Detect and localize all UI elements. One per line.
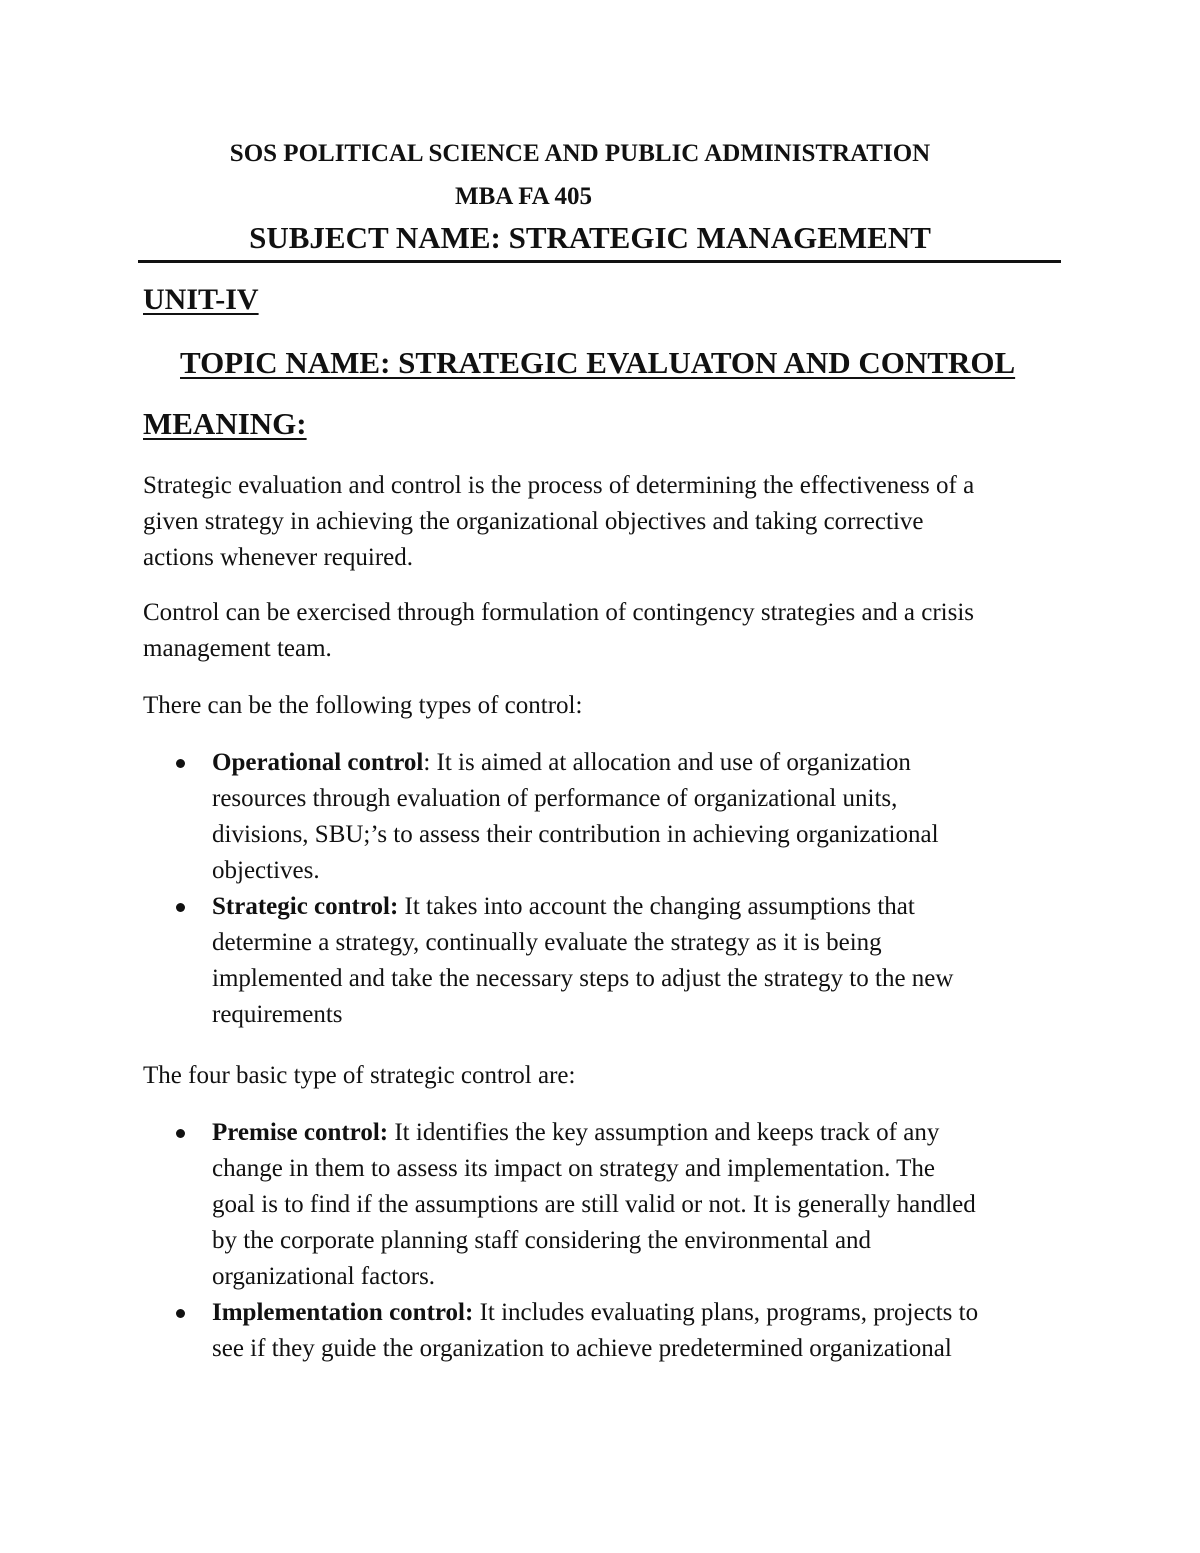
paragraph-line: There can be the following types of control:: [143, 692, 583, 719]
paragraph-line: given strategy in achieving the organizational objectives and taking corrective: [143, 508, 924, 535]
bullet-icon: [176, 1309, 185, 1318]
paragraph-line: Control can be exercised through formulation of contingency strategies and a crisis: [143, 599, 974, 626]
item-text: It includes evaluating plans, programs, projects to: [473, 1299, 979, 1326]
bullet-icon: [176, 759, 185, 768]
header-divider: [138, 260, 1061, 263]
control-types-list: [143, 745, 1083, 1033]
item-text: determine a strategy, continually evaluate the strategy as it is being: [212, 929, 882, 956]
paragraph-line: management team.: [143, 635, 332, 662]
item-label: Premise control:: [212, 1119, 389, 1146]
item-text: change in them to assess its impact on strategy and implementation. The: [212, 1155, 935, 1182]
unit-heading: UNIT-IV: [143, 283, 259, 316]
item-text: implemented and take the necessary steps to adjust the strategy to the new: [212, 965, 954, 992]
item-text: divisions, SBU;’s to assess their contribution in achieving organizational: [212, 821, 939, 848]
item-text: requirements: [212, 1001, 343, 1028]
paragraph-line: actions whenever required.: [143, 544, 414, 571]
strategic-control-list: [143, 1115, 1083, 1367]
item-text: It takes into account the changing assumptions that: [398, 893, 915, 920]
item-label: Implementation control:: [212, 1299, 474, 1326]
item-text: : It is aimed at allocation and use of organization: [423, 749, 911, 776]
item-text: by the corporate planning staff considering the environmental and: [212, 1227, 872, 1254]
department-heading: SOS POLITICAL SCIENCE AND PUBLIC ADMINISTRATION: [229, 140, 931, 167]
list-item: [143, 889, 1083, 1033]
course-code: MBA FA 405: [455, 183, 593, 210]
item-label: Operational control: [212, 749, 424, 776]
paragraph-line: The four basic type of strategic control are:: [143, 1062, 576, 1089]
subject-title: SUBJECT NAME: STRATEGIC MANAGEMENT: [249, 220, 931, 255]
paragraph-line: Strategic evaluation and control is the process of determining the effectiveness of a: [143, 472, 975, 499]
item-text: organizational factors.: [212, 1263, 436, 1290]
types-intro: [143, 688, 1083, 724]
item-text: goal is to find if the assumptions are still valid or not. It is generally handled: [212, 1191, 976, 1218]
control-paragraph: [143, 595, 1083, 667]
item-text: objectives.: [212, 857, 320, 884]
meaning-heading: MEANING:: [143, 406, 307, 441]
strategic-types-intro: [143, 1058, 1083, 1094]
bullet-icon: [176, 903, 185, 912]
item-text: It identifies the key assumption and keeps track of any: [388, 1119, 940, 1146]
item-label: Strategic control:: [212, 893, 399, 920]
list-item: [143, 1115, 1083, 1295]
topic-heading: TOPIC NAME: STRATEGIC EVALUATON AND CONTROL: [180, 345, 1016, 380]
item-text: see if they guide the organization to achieve predetermined organizational: [212, 1335, 952, 1362]
bullet-icon: [176, 1129, 185, 1138]
meaning-paragraph: [143, 468, 1083, 576]
list-item: [143, 1295, 1083, 1367]
list-item: [143, 745, 1083, 889]
item-text: resources through evaluation of performance of organizational units,: [212, 785, 898, 812]
